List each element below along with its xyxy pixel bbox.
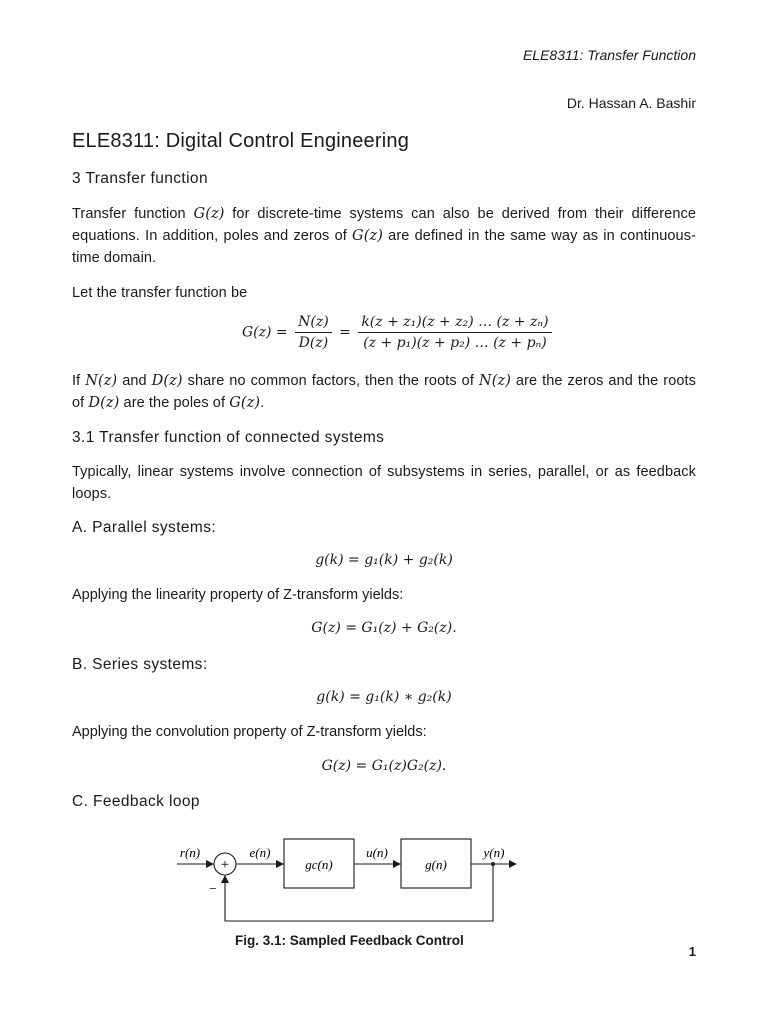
subsection-heading-series: B. Series systems: bbox=[72, 656, 208, 673]
math-inline: D(z) bbox=[88, 395, 120, 411]
takeoff-point bbox=[491, 862, 495, 866]
math-inline: G(z) bbox=[229, 395, 261, 411]
text-span: are the zeros and the roots of bbox=[72, 373, 697, 411]
label-controller: gc(n) bbox=[305, 857, 333, 872]
equation-text: g(k) = g₁(k) ∗ g₂(k) bbox=[316, 689, 452, 705]
equation-text: G(z) = G₁(z)G₂(z). bbox=[321, 758, 447, 774]
subsection-heading-parallel: A. Parallel systems: bbox=[72, 519, 217, 536]
math-inline: D(z) bbox=[151, 373, 183, 389]
label-control-signal: u(n) bbox=[366, 845, 388, 860]
math-inline: G(z) bbox=[193, 206, 225, 222]
text-span: Transfer function bbox=[72, 206, 194, 222]
document-title: ELE8311: Digital Control Engineering bbox=[72, 130, 410, 152]
math-inline: N(z) bbox=[478, 373, 511, 389]
fraction-numerator: k(z + z₁)(z + z₂) … (z + zₙ) bbox=[358, 314, 551, 333]
section-heading-3: 3 Transfer function bbox=[72, 170, 208, 187]
text-span: share no common factors, then the roots of bbox=[182, 373, 479, 389]
sum-minus-sign: − bbox=[209, 882, 217, 897]
math-inline: N(z) bbox=[85, 373, 118, 389]
running-header-author: Dr. Hassan A. Bashir bbox=[566, 95, 696, 111]
sum-plus-sign: + bbox=[220, 857, 230, 873]
text-span: for discrete-time systems can also be derived from their difference equations. In addition, poles and zeros of bbox=[72, 206, 696, 244]
math-inline: G(z) bbox=[352, 228, 383, 244]
page-number: 1 bbox=[688, 944, 696, 959]
fraction-denominator: (z + p₁)(z + p₂) … (z + pₙ) bbox=[363, 335, 547, 351]
label-plant: g(n) bbox=[425, 857, 447, 872]
fraction-numerator: N(z) bbox=[295, 314, 332, 333]
eq-lhs: G(z) = bbox=[242, 324, 288, 341]
paragraph-connected-intro: Typically, linear systems involve connection of subsystems in series, parallel, or as feedback loops. bbox=[72, 464, 696, 502]
text-span: are the poles of bbox=[119, 395, 230, 411]
paragraph-let: Let the transfer function be bbox=[72, 285, 248, 301]
text-span: are defined in the same way as in continuous-time domain. bbox=[72, 228, 697, 266]
equation-text: g(k) = g₁(k) + g₂(k) bbox=[315, 552, 453, 568]
section-heading-3-1: 3.1 Transfer function of connected systems bbox=[72, 429, 385, 446]
label-input-signal: r(n) bbox=[179, 845, 201, 860]
text-span: . bbox=[260, 395, 265, 411]
paragraph-linearity: Applying the linearity property of Z-transform yields: bbox=[72, 587, 404, 603]
equation-text: G(z) = G₁(z) + G₂(z). bbox=[311, 620, 457, 636]
subsection-heading-feedback: C. Feedback loop bbox=[72, 793, 200, 810]
fraction-denominator: D(z) bbox=[298, 335, 329, 351]
figure-caption: Fig. 3.1: Sampled Feedback Control bbox=[235, 933, 464, 948]
label-output-signal: y(n) bbox=[483, 845, 505, 860]
label-error-signal: e(n) bbox=[249, 845, 271, 860]
running-header-title: ELE8311: Transfer Function bbox=[522, 47, 696, 63]
text-span: and bbox=[117, 373, 152, 389]
paragraph-convolution: Applying the convolution property of Z-transform yields: bbox=[72, 724, 427, 740]
eq-equals: = bbox=[339, 324, 351, 341]
text-span: If bbox=[72, 373, 86, 389]
